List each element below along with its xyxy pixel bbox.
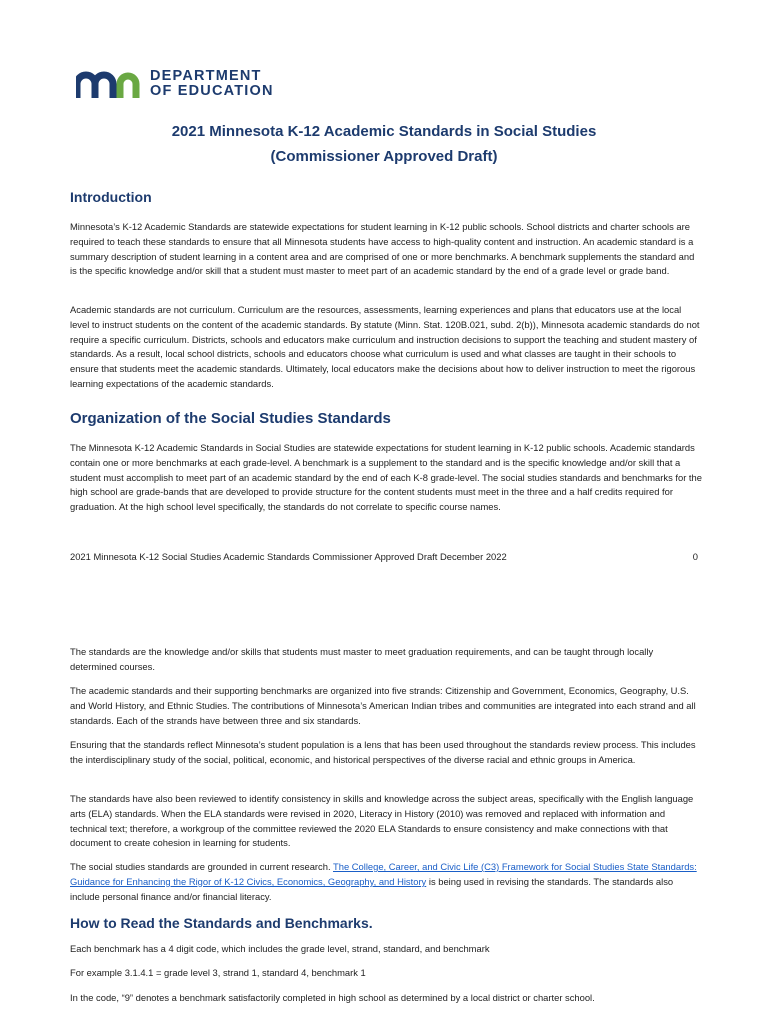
- page-number: 0: [692, 551, 698, 562]
- mn-logo-icon: [76, 68, 140, 100]
- how-to-read-paragraph-2: For example 3.1.4.1 = grade level 3, strand 1, standard 4, benchmark 1: [70, 967, 366, 978]
- introduction-paragraph-1: Minnesota’s K-12 Academic Standards are statewide expectations for student learning in K-12 public schools. School districts and charter schools are required to teach these standards to ensure that all Minnesota students have access to high-quality content and instruction. An academic standard is a summary description of student learning in a content area and are comprised of one or more benchmarks. A benchmark supplements the standard and is the specific knowledge and/or skill that a student must master to meet part of an academic standard by the end of a grade level or grade band.: [70, 221, 695, 277]
- mn-department-of-education-logo: [76, 68, 274, 100]
- how-to-read-paragraph-1: Each benchmark has a 4 digit code, which includes the grade level, strand, standard, and benchmark: [70, 943, 490, 954]
- how-to-read-paragraph-3: In the code, “9” denotes a benchmark satisfactorily completed in high school as determined by a local district or charter school.: [70, 992, 595, 1003]
- organization-heading: Organization of the Social Studies Standards: [70, 410, 391, 427]
- introduction-heading: Introduction: [70, 189, 152, 205]
- logo-line-2: OF EDUCATION: [150, 83, 274, 99]
- strands-paragraph: The academic standards and their supporting benchmarks are organized into five strands: Citizenship and Government, Economics, Geography, U.S. and World History, and Ethnic Studies. The contributions of Minnesota’s American Indian tribes and communities are integrated into each strand and all standards. Each of the strands have between three and six standards.: [70, 685, 696, 726]
- document-subtitle: (Commissioner Approved Draft): [270, 148, 498, 165]
- page-footer: [70, 551, 698, 562]
- research-text-after: is being used in revising the standards. The standards also include personal finance and/or financial literacy.: [70, 875, 674, 902]
- research-text-before: The social studies standards are grounded in current research.: [70, 861, 333, 872]
- how-to-read-heading: How to Read the Standards and Benchmarks.: [70, 915, 373, 931]
- population-paragraph: Ensuring that the standards reflect Minnesota’s student population is a lens that has been used throughout the standards review process. This includes the interdisciplinary study of the social, political, economic, and historical perspectives of the diverse racial and ethnic groups in America.: [70, 739, 696, 765]
- organization-paragraph-1: The Minnesota K-12 Academic Standards in Social Studies are statewide expectations for student learning in K-12 public schools. Academic standards contain one or more benchmarks at each grade-level. A benchmark is a supplement to the standard and is the specific knowledge and/or skill that a student must accomplish to meet part of an academic standard by the end of each K-8 grade-level. The social studies standards and benchmarks for the high school are grade-bands that are developed to provide structure for the content students must meet in the three and a half credits required for graduation. At the high school level specifically, the standards do not correlate to specific course names.: [70, 442, 702, 513]
- c3-framework-link[interactable]: The College, Career, and Civic Life (C3) Framework for Social Studies State Standards: Guidance for Enhancing the Rigor of K-12 Civics, Economics, Geography, and History: [70, 861, 697, 887]
- document-title: 2021 Minnesota K-12 Academic Standards in Social Studies: [171, 123, 597, 140]
- standards-paragraph: The standards are the knowledge and/or skills that students must master to meet graduation requirements, and can be taught through locally determined courses.: [70, 646, 654, 672]
- ela-consistency-paragraph: The standards have also been reviewed to identify consistency in skills and knowledge across the subject areas, specifically with the English language arts (ELA) standards. When the ELA standards were revised in 2020, Literacy in History (2010) was removed and replaced with information and technical text; therefore, a workgroup of the committee reviewed the 2020 ELA Standards to ensure consistency and make connections with that document to create cohesion in learning for students.: [70, 793, 694, 849]
- logo-wordmark: [150, 69, 274, 99]
- logo-line-1: DEPARTMENT: [150, 68, 262, 84]
- footer-text: 2021 Minnesota K-12 Social Studies Academic Standards Commissioner Approved Draft December 2022: [70, 551, 507, 562]
- research-paragraph: [70, 860, 702, 904]
- introduction-paragraph-2: Academic standards are not curriculum. Curriculum are the resources, assessments, learning experiences and plans that educators use at the local level to instruct students on the content of the academic standards. By statute (Minn. Stat. 120B.021, subd. 2(b)), Minnesota academic standards do not require a specific curriculum. Districts, schools and educators make curriculum and instruction decisions to support the teaching and student mastery of standards. As a result, local school districts, schools and educators choose what curriculum is used and what classes are taught in their schools to ensure that students meet the academic standards. Ultimately, local educators make the decisions about how to deliver instruction to meet the rigorous learning expectations of the academic standards.: [70, 304, 700, 389]
